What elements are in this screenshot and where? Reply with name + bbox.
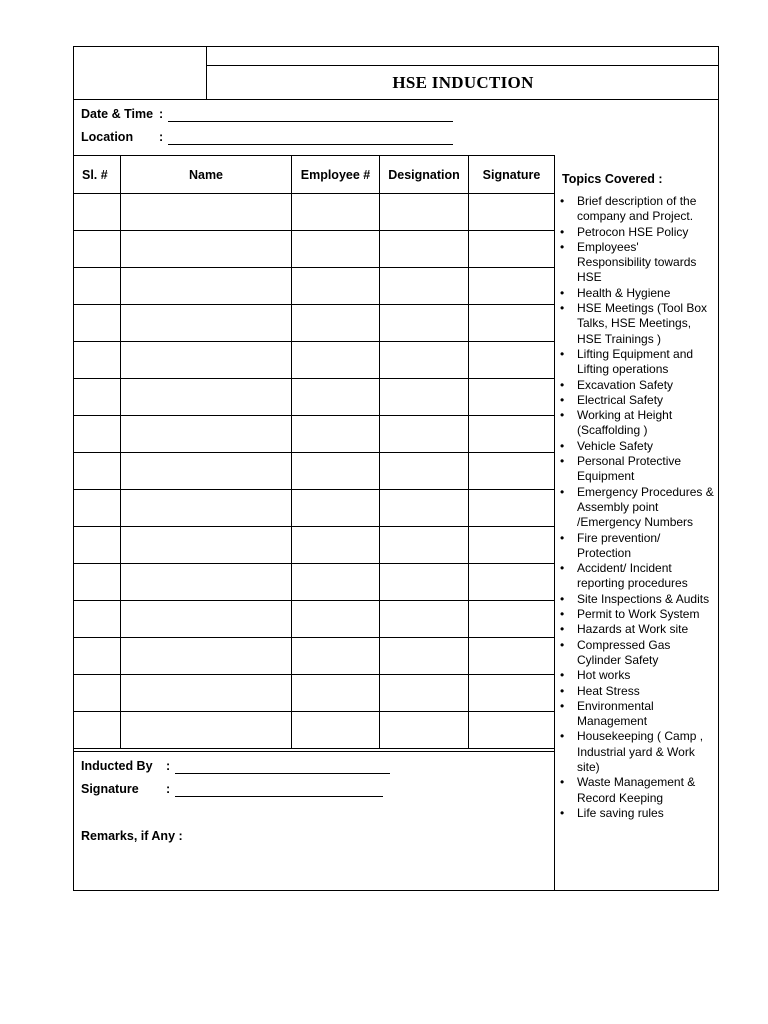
cell-name[interactable]	[121, 601, 292, 638]
cell-designation[interactable]	[380, 416, 469, 453]
cell-designation[interactable]	[380, 379, 469, 416]
cell-designation[interactable]	[380, 527, 469, 564]
topic-text: Emergency Procedures & Assembly point /Emergency Numbers	[577, 484, 714, 530]
bullet-icon: •	[560, 438, 565, 453]
date-time-colon: :	[159, 107, 164, 121]
table-row	[74, 601, 555, 638]
topic-text: Site Inspections & Audits	[577, 591, 710, 606]
cell-designation[interactable]	[380, 231, 469, 268]
bullet-icon: •	[560, 668, 565, 683]
topic-item	[560, 668, 716, 683]
table-row	[74, 527, 555, 564]
topic-item	[560, 638, 716, 669]
cell-designation[interactable]	[380, 342, 469, 379]
topic-item	[560, 347, 716, 378]
topic-text: Accident/ Incident reporting procedures	[577, 561, 688, 591]
bullet-icon: •	[560, 805, 565, 820]
cell-sl[interactable]	[74, 194, 121, 231]
cell-signature[interactable]	[469, 305, 555, 342]
bullet-icon: •	[560, 346, 565, 361]
inducted-by-field[interactable]	[175, 773, 390, 774]
topic-item	[560, 439, 716, 454]
cell-designation[interactable]	[380, 712, 469, 749]
cell-employee-number[interactable]	[292, 305, 380, 342]
col-header-signature: Signature	[469, 156, 555, 194]
cell-signature[interactable]	[469, 712, 555, 749]
cell-sl[interactable]	[74, 564, 121, 601]
cell-designation[interactable]	[380, 453, 469, 490]
topic-text: Petrocon HSE Policy	[577, 224, 689, 239]
topic-text: Health & Hygiene	[577, 285, 671, 300]
topic-item	[560, 240, 716, 286]
cell-employee-number[interactable]	[292, 490, 380, 527]
location-field[interactable]	[168, 144, 453, 145]
cell-sl[interactable]	[74, 379, 121, 416]
signature-field[interactable]	[175, 796, 383, 797]
cell-signature[interactable]	[469, 638, 555, 675]
topic-text: Waste Management & Record Keeping	[577, 775, 696, 805]
topic-text: Working at Height (Scaffolding )	[577, 408, 673, 438]
topic-text: Environmental Management	[577, 698, 654, 729]
cell-employee-number[interactable]	[292, 601, 380, 638]
col-header-sl: Sl. #	[74, 156, 121, 194]
bullet-icon: •	[560, 484, 565, 499]
cell-designation[interactable]	[380, 490, 469, 527]
bullet-icon: •	[560, 239, 565, 254]
topic-item	[560, 622, 716, 637]
bullet-icon: •	[560, 377, 565, 392]
bullet-icon: •	[560, 698, 565, 713]
table-row	[74, 305, 555, 342]
topics-title: Topics Covered :	[562, 172, 663, 186]
cell-sl[interactable]	[74, 601, 121, 638]
cell-name[interactable]	[121, 416, 292, 453]
cell-employee-number[interactable]	[292, 712, 380, 749]
topics-divider	[554, 155, 555, 891]
cell-employee-number[interactable]	[292, 194, 380, 231]
topic-text: Lifting Equipment and Lifting operations	[577, 346, 694, 377]
signature-label: Signature	[81, 782, 139, 796]
cell-name[interactable]	[121, 638, 292, 675]
header-bottom-rule	[73, 99, 719, 100]
cell-name[interactable]	[121, 194, 292, 231]
table-row	[74, 342, 555, 379]
cell-sl[interactable]	[74, 342, 121, 379]
table-row	[74, 379, 555, 416]
cell-employee-number[interactable]	[292, 453, 380, 490]
topic-item	[560, 699, 716, 730]
cell-employee-number[interactable]	[292, 268, 380, 305]
cell-signature[interactable]	[469, 416, 555, 453]
cell-employee-number[interactable]	[292, 638, 380, 675]
topic-item	[560, 454, 716, 485]
location-colon: :	[159, 130, 164, 144]
cell-designation[interactable]	[380, 268, 469, 305]
topic-item	[560, 286, 716, 301]
table-row	[74, 231, 555, 268]
table-row	[74, 453, 555, 490]
cell-sl[interactable]	[74, 675, 121, 712]
topic-text: Employees' Responsibility towards HSE	[577, 239, 697, 285]
cell-employee-number[interactable]	[292, 231, 380, 268]
topic-item	[560, 378, 716, 393]
cell-designation[interactable]	[380, 305, 469, 342]
bullet-icon: •	[560, 775, 565, 790]
cell-name[interactable]	[121, 268, 292, 305]
inducted-by-label: Inducted By	[81, 759, 153, 773]
bullet-icon: •	[560, 194, 565, 208]
cell-designation[interactable]	[380, 194, 469, 231]
cell-sl[interactable]	[74, 231, 121, 268]
form-title: HSE INDUCTION	[392, 72, 534, 92]
bullet-icon: •	[560, 301, 565, 316]
cell-signature[interactable]	[469, 342, 555, 379]
bullet-icon: •	[560, 622, 565, 637]
topic-text: Heat Stress	[577, 683, 640, 698]
topic-text: Hazards at Work site	[577, 622, 689, 637]
table-row	[74, 564, 555, 601]
cell-name[interactable]	[121, 564, 292, 601]
topic-item	[560, 194, 716, 225]
topic-text: HSE Meetings (Tool Box Talks, HSE Meetings, HSE Trainings )	[577, 301, 708, 346]
cell-sl[interactable]	[74, 638, 121, 675]
bullet-icon: •	[560, 408, 565, 423]
date-time-label: Date & Time	[81, 107, 154, 121]
bullet-icon: •	[560, 607, 565, 622]
cell-sl[interactable]	[74, 490, 121, 527]
col-header-designation: Designation	[380, 156, 469, 194]
topic-text: Life saving rules	[577, 805, 664, 820]
cell-name[interactable]	[121, 453, 292, 490]
topic-item	[560, 561, 716, 592]
inducted-by-colon: :	[166, 759, 171, 773]
table-row	[74, 490, 555, 527]
cell-employee-number[interactable]	[292, 675, 380, 712]
cell-signature[interactable]	[469, 453, 555, 490]
col-header-employee-number: Employee #	[292, 156, 380, 194]
topic-item	[560, 485, 716, 531]
cell-sl[interactable]	[74, 305, 121, 342]
cell-employee-number[interactable]	[292, 379, 380, 416]
table-row	[74, 712, 555, 749]
remarks-label: Remarks, if Any :	[81, 829, 183, 843]
cell-signature[interactable]	[469, 231, 555, 268]
table-row	[74, 416, 555, 453]
cell-name[interactable]	[121, 379, 292, 416]
bullet-icon: •	[560, 224, 565, 239]
cell-employee-number[interactable]	[292, 416, 380, 453]
cell-signature[interactable]	[469, 490, 555, 527]
cell-designation[interactable]	[380, 564, 469, 601]
cell-sl[interactable]	[74, 453, 121, 490]
bullet-icon: •	[560, 561, 565, 576]
table-row	[74, 268, 555, 305]
topic-text: Vehicle Safety	[577, 438, 654, 453]
bullet-icon: •	[560, 392, 565, 407]
cell-designation[interactable]	[380, 675, 469, 712]
cell-name[interactable]	[121, 231, 292, 268]
table-row	[74, 638, 555, 675]
bullet-icon: •	[560, 591, 565, 606]
topic-text: Compressed Gas Cylinder Safety	[577, 637, 671, 667]
cell-employee-number[interactable]	[292, 564, 380, 601]
cell-employee-number[interactable]	[292, 342, 380, 379]
cell-signature[interactable]	[469, 675, 555, 712]
cell-name[interactable]	[121, 342, 292, 379]
bullet-icon: •	[560, 637, 565, 652]
cell-signature[interactable]	[469, 194, 555, 231]
topic-item	[560, 806, 716, 821]
topics-list	[560, 194, 716, 821]
bullet-icon: •	[560, 454, 565, 469]
cell-name[interactable]	[121, 490, 292, 527]
cell-name[interactable]	[121, 527, 292, 564]
topic-text: Excavation Safety	[577, 377, 674, 392]
col-header-name: Name	[121, 156, 292, 194]
topic-item	[560, 729, 716, 775]
bullet-icon: •	[560, 729, 565, 744]
cell-sl[interactable]	[74, 527, 121, 564]
cell-employee-number[interactable]	[292, 527, 380, 564]
table-row	[74, 675, 555, 712]
topic-item	[560, 408, 716, 439]
cell-signature[interactable]	[469, 379, 555, 416]
cell-sl[interactable]	[74, 416, 121, 453]
topic-text: Housekeeping ( Camp , Industrial yard & Work site)	[577, 729, 704, 774]
table-row	[74, 194, 555, 231]
footer-top-rule	[73, 751, 555, 752]
cell-signature[interactable]	[469, 564, 555, 601]
topic-item	[560, 684, 716, 699]
cell-name[interactable]	[121, 305, 292, 342]
cell-signature[interactable]	[469, 601, 555, 638]
topic-item	[560, 775, 716, 806]
table-header-row	[74, 156, 555, 194]
topic-text: Electrical Safety	[577, 392, 664, 407]
topic-item	[560, 393, 716, 408]
cell-signature[interactable]	[469, 527, 555, 564]
topic-item	[560, 607, 716, 622]
cell-sl[interactable]	[74, 712, 121, 749]
topic-text: Personal Protective Equipment	[577, 454, 682, 484]
attendee-table	[73, 155, 555, 749]
bullet-icon: •	[560, 683, 565, 698]
topic-text: Fire prevention/ Protection	[577, 530, 661, 560]
topic-text: Brief description of the company and Project.	[577, 194, 697, 224]
topic-item	[560, 225, 716, 240]
cell-designation[interactable]	[380, 601, 469, 638]
topic-text: Hot works	[577, 668, 631, 683]
topic-item	[560, 531, 716, 562]
topic-item	[560, 301, 716, 347]
location-label: Location	[81, 130, 134, 144]
bullet-icon: •	[560, 285, 565, 300]
cell-sl[interactable]	[74, 268, 121, 305]
topic-text: Permit to Work System	[577, 607, 700, 622]
signature-colon: :	[166, 782, 171, 796]
date-time-field[interactable]	[168, 121, 453, 122]
cell-name[interactable]	[121, 675, 292, 712]
cell-designation[interactable]	[380, 638, 469, 675]
cell-signature[interactable]	[469, 268, 555, 305]
bullet-icon: •	[560, 530, 565, 545]
cell-name[interactable]	[121, 712, 292, 749]
topic-item	[560, 592, 716, 607]
